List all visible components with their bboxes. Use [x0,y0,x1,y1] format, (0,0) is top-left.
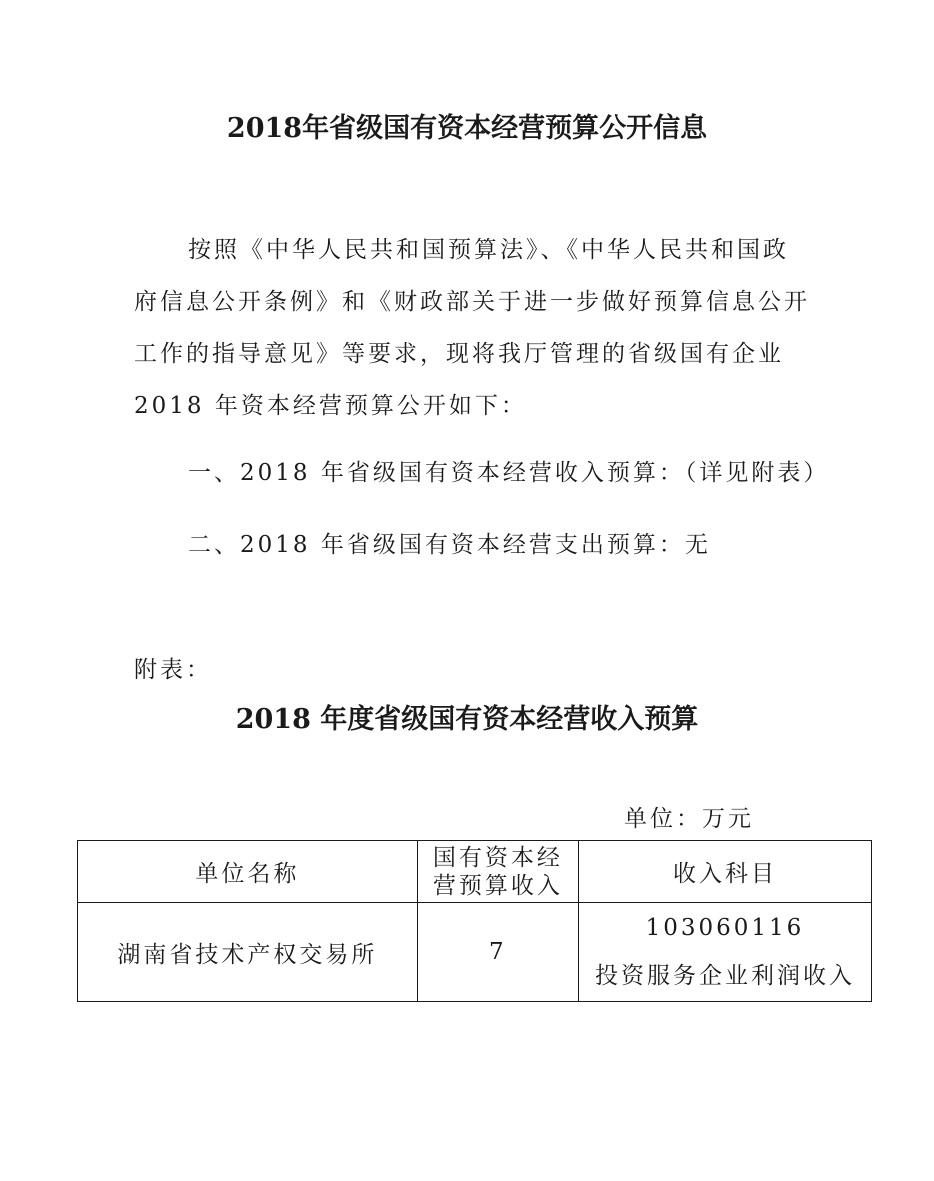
expense-budget-item: 二、2018 年省级国有资本经营支出预算：无 [188,532,711,558]
subject-name: 投资服务企业利润收入 [594,963,855,989]
cell-unit-name: 湖南省技术产权交易所 [78,903,418,1002]
header-income-subject: 收入科目 [578,841,871,903]
table-title: 2018 年度省级国有资本经营收入预算 [235,704,699,735]
intro-paragraph [134,224,810,432]
intro-line: 按照《中华人民共和国预算法》、《中华人民共和国政 [188,237,789,263]
intro-line: 2018 年资本经营预算公开如下： [134,393,527,419]
budget-table [77,840,872,1002]
subject-code: 103060116 [645,915,805,941]
unit-label: 单位：万元 [624,806,754,832]
intro-line: 工作的指导意见》等要求，现将我厅管理的省级国有企业 [134,341,784,367]
table-row [78,903,872,1002]
table-header-row [78,841,872,903]
document-title: 2018年省级国有资本经营预算公开信息 [226,113,708,144]
intro-line: 府信息公开条例》和《财政部关于进一步做好预算信息公开 [134,289,810,315]
attachment-label: 附表： [134,657,212,683]
header-unit-name: 单位名称 [78,841,418,903]
header-budget-income-label: 国有资本经营预算收入 [432,844,563,899]
cell-income-subject [578,903,871,1002]
income-budget-item: 一、2018 年省级国有资本经营收入预算：（详见附表） [188,460,830,486]
header-budget-income [417,841,578,903]
cell-amount: 7 [417,903,578,1002]
